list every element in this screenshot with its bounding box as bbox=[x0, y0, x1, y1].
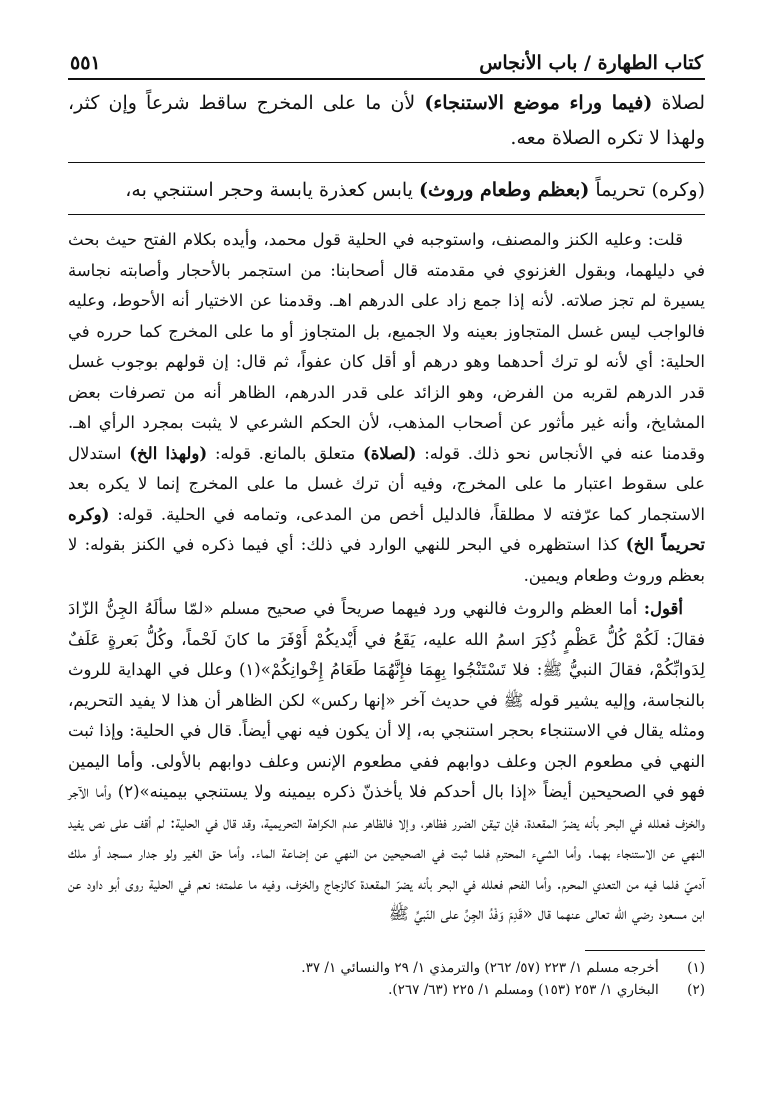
page-header bbox=[68, 40, 705, 80]
matn-text: يابس كعذرة يابسة وحجر استنجي به، bbox=[125, 179, 413, 201]
quoted-lemma: (لصلاة) bbox=[362, 443, 417, 463]
main-text bbox=[68, 86, 705, 208]
matn-text: لأن ما على المخرج ساقط شرعاً وإن كثر، ولهذا لا تكره الصلاة معه. bbox=[68, 92, 705, 149]
matn-paragraph-1 bbox=[68, 86, 705, 156]
section-divider bbox=[68, 162, 705, 163]
footnote-number: (٢) bbox=[687, 981, 705, 998]
footnote bbox=[68, 957, 705, 979]
commentary-text-run: كذا استظهره في البحر للنهي الوارد في ذلك: أي فيما ذكره في الكنز بقوله: لا بعظم وروث وطعام ويمين. bbox=[68, 535, 705, 585]
matn-paragraph-2 bbox=[68, 173, 705, 208]
section-divider bbox=[68, 214, 705, 215]
commentary-text bbox=[68, 225, 705, 930]
commentary-paragraph-1 bbox=[68, 225, 705, 591]
footnote-number: (١) bbox=[687, 959, 705, 976]
quoted-lemma: (ولهذا الخ) bbox=[129, 443, 208, 463]
paragraph-lead: أقول: bbox=[643, 599, 683, 618]
matn-bold-phrase: (فيما وراء موضع الاستنجاء) bbox=[424, 92, 653, 114]
footnotes bbox=[68, 957, 705, 1001]
commentary-paragraph-2 bbox=[68, 594, 705, 930]
matn-text: لصلاة bbox=[661, 92, 705, 114]
matn-bold-phrase: (بعظم وطعام وروث) bbox=[419, 179, 590, 201]
footnote-text: أخرجه مسلم ١/ ٢٢٣ (٥٧/ ٢٦٢) والترمذي ١/ ٢٩ والنسائي ١/ ٣٧. bbox=[301, 959, 659, 976]
quoted-lemma: (وكره تحريماً الخ) bbox=[68, 504, 706, 554]
page-number: ٥٥١ bbox=[70, 52, 101, 74]
running-title: كتاب الطهارة / باب الأنجاس bbox=[479, 52, 703, 74]
footnote bbox=[68, 979, 705, 1001]
commentary-text-run: قلت: وعليه الكنز والمصنف، واستوجبه في الحلية قول محمد، وأيده بكلام الفتح حيث بحث في دليلهما، وبقول الغزنوي في مقدمته قال أصحابنا: من استجمر بالأحجار وأصابته نجاسة يسيرة لم تجز صلاته. لأنه إذا جمع زاد على الدرهم اهـ. وقدمنا عن الاختيار أنه الأحوط، وعليه فالواجب ليس غسل المتجاوز بعينه ولا الجميع، بل المتجاوز أو ما على المخرج كما حرره في الحلية: أي لأنه لو ترك أحدهما وهو درهم أو أقل كان عفواً، ثم قال: إن قولهم بوجوب غسل قدر الدرهم لقربه من الفرض، وهو الزائد على قدر الدرهم، الظاهر أنه من تصرفات بعض المشايخ، وأنه غير مأثور عن أصحاب المذهب، لأن الحكم الشرعي لا يثبت بمجرد الرأي اهـ. وقدمنا عنه في الأنجاس نحو ذلك. قوله: bbox=[68, 230, 705, 463]
commentary-text-run: استدلال على سقوط اعتبار ما على المخرج، وفيه أن ترك غسل ما على المخرج إنما لا يكره بعد الاستجمار كما عرّفته لا مطلقاً، فالدليل أخص من المدعى، وتمامه في الحلية. قوله: bbox=[68, 443, 705, 524]
matn-text: (وكره) تحريماً bbox=[595, 179, 705, 201]
commentary-text-run: أما العظم والروث فالنهي ورد فيهما صريحاً في صحيح مسلم «لمّا سألَهُ الجِنُّ الزّادَ فقالَ: لَكُمْ كُلُّ عَظْمٍ ذُكِرَ اسمُ الله عليه، يَقَعُ في أَيْديكُمْ أَوْفَرَ ما كانَ لَحْماً، وكُلُّ بَعرةٍ عَلَفٌ لِدَوابِّكُمْ، فقالَ النبيُّ ﷺ: فلا تَسْتَنْجُوا بِهِمَا فإِنَّهُمَا طَعَامُ إِخْوانِكُمْ»(١) وعلل في الهداية للروث بالنجاسة، وإليه يشير قوله ﷺ في حديث آخر «إنها ركس» لكن الظاهر أن هذا لا يفيد التحريم، ومثله يقال في الاستنجاء بحجر استنجي به، إلا أن يكون فيه نهي أيضاً. قال في الحلية: وإذا ثبت النهي في مطعوم الجن وعلف دوابهم ففي مطعوم الإنس وعلف دوابهم بالأولى. وأما اليمين فهو في الصحيحين أيضاً «إذا بال أحدكم فلا يأخذنّ ذكره بيمينه ولا يستنجي بيمينه»(٢) وأما الآجر والخزف فعلله في البحر بأنه يضرّ المقعدة، فإن تيقن الضرر فظاهر، وإلا فالظاهر عدم الكراهة التحريمية، وقد قال في الحلية: لم أقف على نص يفيد النهي عن الاستنجاء بهما. وأما الشيء المحترم فلما ثبت في الصحيحين من النهي عن إضاعة الماء. وأما حق الغير ولو جدار مسجد أو ملك آدميّ فلما فيه من التعدي المحرم. وأما الفحم فعلله في البحر بأنه يضرّ المقعدة كالزجاج والخزف، وفيه ما علمته؛ نعم في الحلية روى أبو داود عن ابن مسعود رضي الله تعالى عنهما قال «قَدِمَ وَفْدُ الجِنِّ على النّبيِّ ﷺ bbox=[68, 599, 705, 923]
footnote-divider bbox=[585, 950, 705, 951]
footnote-text: البخاري ١/ ٢٥٣ (١٥٣) ومسلم ١/ ٢٢٥ (٦٣/ ٢٦٧). bbox=[388, 981, 659, 998]
commentary-text-run: متعلق بالمانع. قوله: bbox=[214, 443, 356, 463]
